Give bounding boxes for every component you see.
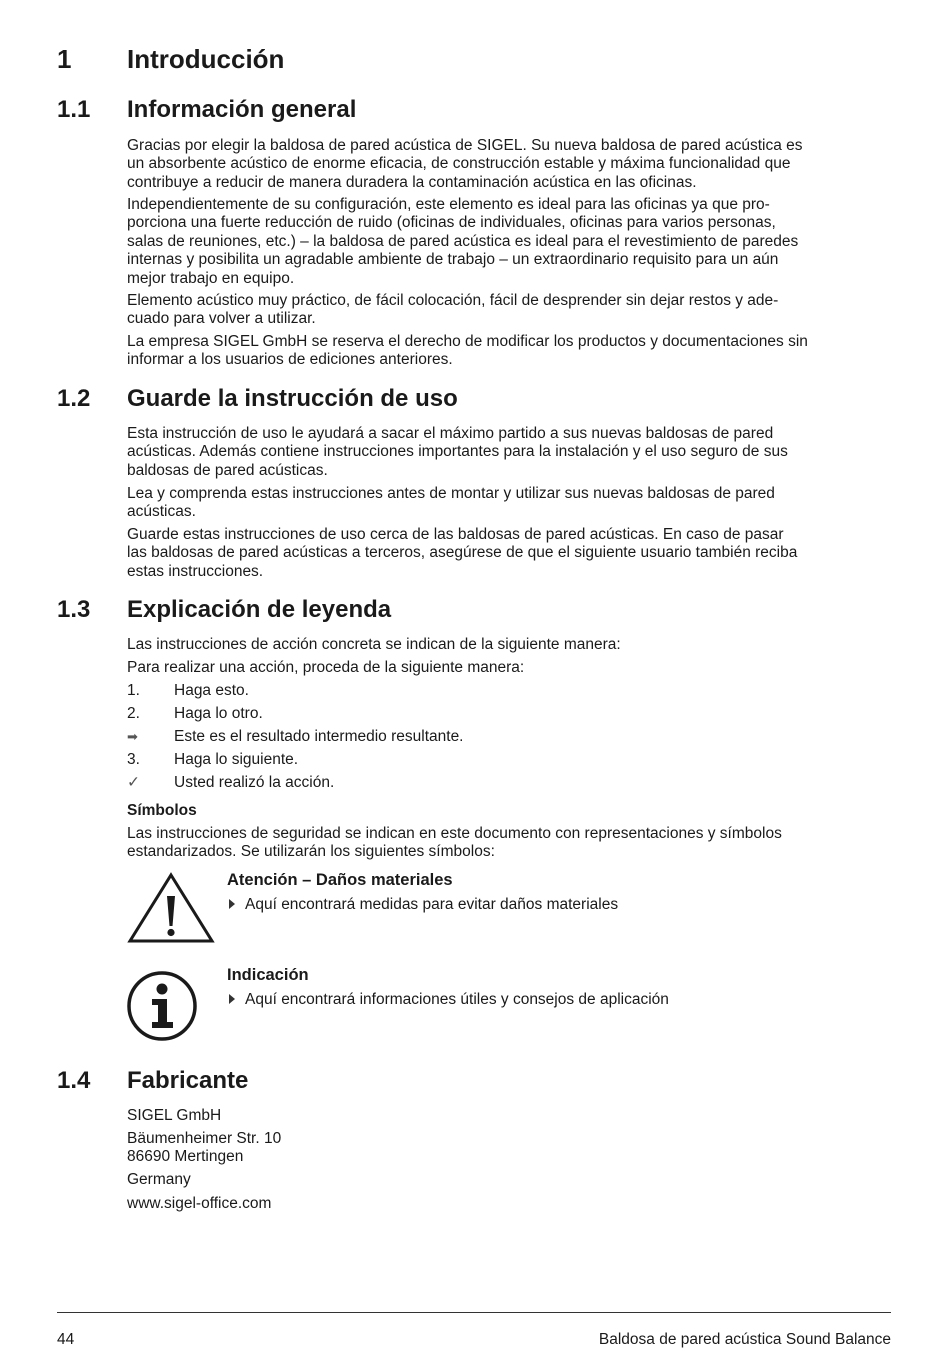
section-number: 1.3 <box>57 596 91 623</box>
footer-divider <box>57 1312 891 1313</box>
warning-text: Aquí encontrará medidas para evitar daños materiales <box>227 896 618 914</box>
paragraph: Las instrucciones de seguridad se indican en este documento con representaciones y símbolos estandarizados. Se utilizarán los siguientes símbolos: <box>127 825 782 861</box>
address: Bäumenheimer Str. 10 86690 Mertingen <box>127 1130 282 1166</box>
country: Germany <box>127 1171 191 1188</box>
paragraph: Esta instrucción de uso le ayudará a sacar el máximo partido a sus nuevas baldosas de pared acústicas. Además contiene instrucciones importantes para la instalación y el uso seguro de sus baldosas de pared acústicas. <box>127 425 788 479</box>
section-number: 1.4 <box>57 1067 91 1094</box>
info-circle-icon <box>127 970 199 1042</box>
footer-product-title: Baldosa de pared acústica Sound Balance <box>598 1331 891 1348</box>
caret-right-icon <box>229 994 235 1004</box>
paragraph: Para realizar una acción, proceda de la siguiente manera: <box>127 659 525 676</box>
checkmark-icon: ✓ <box>127 774 140 791</box>
note-title: Indicación <box>227 966 309 984</box>
note-text: Aquí encontrará informaciones útiles y consejos de aplicación <box>227 991 669 1009</box>
step-text: Haga lo otro. <box>174 705 263 722</box>
step-marker: 3. <box>127 751 140 768</box>
section-number: 1.2 <box>57 385 91 412</box>
symbols-heading: Símbolos <box>127 802 197 819</box>
paragraph: Guarde estas instrucciones de uso cerca de las baldosas de pared acústicas. En caso de pasar las baldosas de pared acústicas a terceros, asegúrese de que el siguiente usuario también reciba estas instrucciones. <box>127 526 798 580</box>
section-title: Información general <box>127 96 357 123</box>
website-link[interactable]: www.sigel-office.com <box>127 1195 272 1212</box>
step-text: Este es el resultado intermedio resultante. <box>174 728 464 745</box>
paragraph: Independientemente de su configuración, este elemento es ideal para las oficinas ya que pro- porciona una fuerte reducción de ruido (oficinas de individuales, oficinas para varios personas, salas de reuniones, etc.) – la baldosa de pared acústica es ideal para el revestimiento de paredes internas y posibilita un agradable ambiente de trabajo – un extraordinario requisito para un aún mejor trabajo en equipo. <box>127 196 799 287</box>
step-text: Haga lo siguiente. <box>174 751 299 768</box>
paragraph: Elemento acústico muy práctico, de fácil colocación, fácil de desprender sin dejar restos y ade- cuado para volver a utilizar. <box>127 292 779 328</box>
warning-title: Atención – Daños materiales <box>227 871 453 889</box>
paragraph: Lea y comprenda estas instrucciones antes de montar y utilizar sus nuevas baldosas de pared acústicas. <box>127 485 775 521</box>
caret-right-icon <box>229 899 235 909</box>
paragraph: Las instrucciones de acción concreta se indican de la siguiente manera: <box>127 636 621 653</box>
warning-triangle-icon <box>127 872 215 944</box>
step-marker: 2. <box>127 705 140 722</box>
chapter-title: Introducción <box>127 44 285 74</box>
paragraph: La empresa SIGEL GmbH se reserva el derecho de modificar los productos y documentaciones sin informar a los usuarios de ediciones anteriores. <box>127 333 808 369</box>
page-number: 44 <box>57 1331 75 1348</box>
chapter-number: 1 <box>57 44 72 74</box>
paragraph: Gracias por elegir la baldosa de pared acústica de SIGEL. Su nueva baldosa de pared acústica es un absorbente acústico de enorme eficacia, de construcción estable y máxima funcionalidad que contribuye a reducir de manera duradera la contaminación acústica en las oficinas. <box>127 137 803 191</box>
step-text: Haga esto. <box>174 682 249 699</box>
company-name: SIGEL GmbH <box>127 1107 222 1124</box>
section-number: 1.1 <box>57 96 91 123</box>
arrow-right-icon: ➡ <box>127 729 138 744</box>
section-title: Fabricante <box>127 1067 249 1094</box>
step-text: Usted realizó la acción. <box>174 774 335 791</box>
section-title: Guarde la instrucción de uso <box>127 385 458 412</box>
section-title: Explicación de leyenda <box>127 596 392 623</box>
step-marker: 1. <box>127 682 140 699</box>
